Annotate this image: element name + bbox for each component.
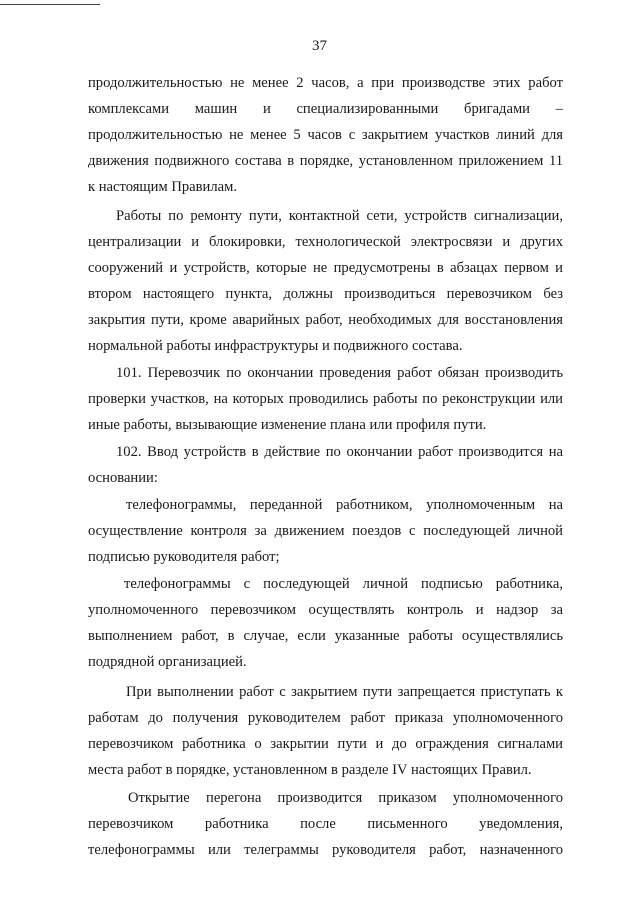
text-line: закрытия пути, кроме аварийных работ, необходимых для восстановления <box>88 312 563 328</box>
text-line: телефонограммы, переданной работником, уполномоченным на <box>126 497 563 513</box>
text-line: Открытие перегона производится приказом уполномоченного <box>128 790 563 806</box>
text-line: осуществление контроля за движением поездов с последующей личной <box>88 523 563 539</box>
text-line: продолжительностью не менее 5 часов с закрытием участков линий для <box>88 127 563 143</box>
text-line: При выполнении работ с закрытием пути запрещается приступать к <box>126 684 563 700</box>
text-line: выполнением работ, в случае, если указанные работы осуществлялись <box>88 628 563 644</box>
text-line: сооружений и устройств, которые не предусмотрены в абзацах первом и <box>88 260 563 276</box>
text-line: перевозчиком работника о закрытии пути и до ограждения сигналами <box>88 736 563 752</box>
text-line: 102. Ввод устройств в действие по окончании работ производится на <box>116 444 563 460</box>
text-line: нормальной работы инфраструктуры и подвижного состава. <box>88 338 463 354</box>
text-line: подрядной организацией. <box>88 654 247 670</box>
text-line: работам до получения руководителем работ приказа уполномоченного <box>88 710 563 726</box>
text-line: втором настоящего пункта, должны производиться перевозчиком без <box>88 286 563 302</box>
text-line: места работ в порядке, установленном в разделе IV настоящих Правил. <box>88 762 532 778</box>
text-line: телефонограммы или телеграммы руководителя работ, назначенного <box>88 842 563 858</box>
text-line: иные работы, вызывающие изменение плана или профиля пути. <box>88 417 487 433</box>
text-line: подписью руководителя работ; <box>88 549 280 565</box>
text-line: продолжительностью не менее 2 часов, а при производстве этих работ <box>88 75 563 91</box>
text-line: движения подвижного состава в порядке, установленном приложением 11 <box>88 153 563 169</box>
page-number: 37 <box>312 38 327 54</box>
text-line: перевозчиком работника после письменного уведомления, <box>88 816 563 832</box>
text-line: комплексами машин и специализированными бригадами – <box>88 101 563 117</box>
text-line: уполномоченного перевозчиком осуществлять контроль и надзор за <box>88 602 563 618</box>
text-line: к настоящим Правилам. <box>88 179 238 195</box>
text-line: проверки участков, на которых проводились работы по реконструкции или <box>88 391 563 407</box>
text-line: 101. Перевозчик по окончании проведения работ обязан производить <box>116 365 563 381</box>
top-left-rule <box>0 4 100 5</box>
text-line: централизации и блокировки, технологической электросвязи и других <box>88 234 563 250</box>
text-line: Работы по ремонту пути, контактной сети, устройств сигнализации, <box>116 208 563 224</box>
text-line: основании: <box>88 470 158 486</box>
text-line: телефонограммы с последующей личной подписью работника, <box>124 576 563 592</box>
